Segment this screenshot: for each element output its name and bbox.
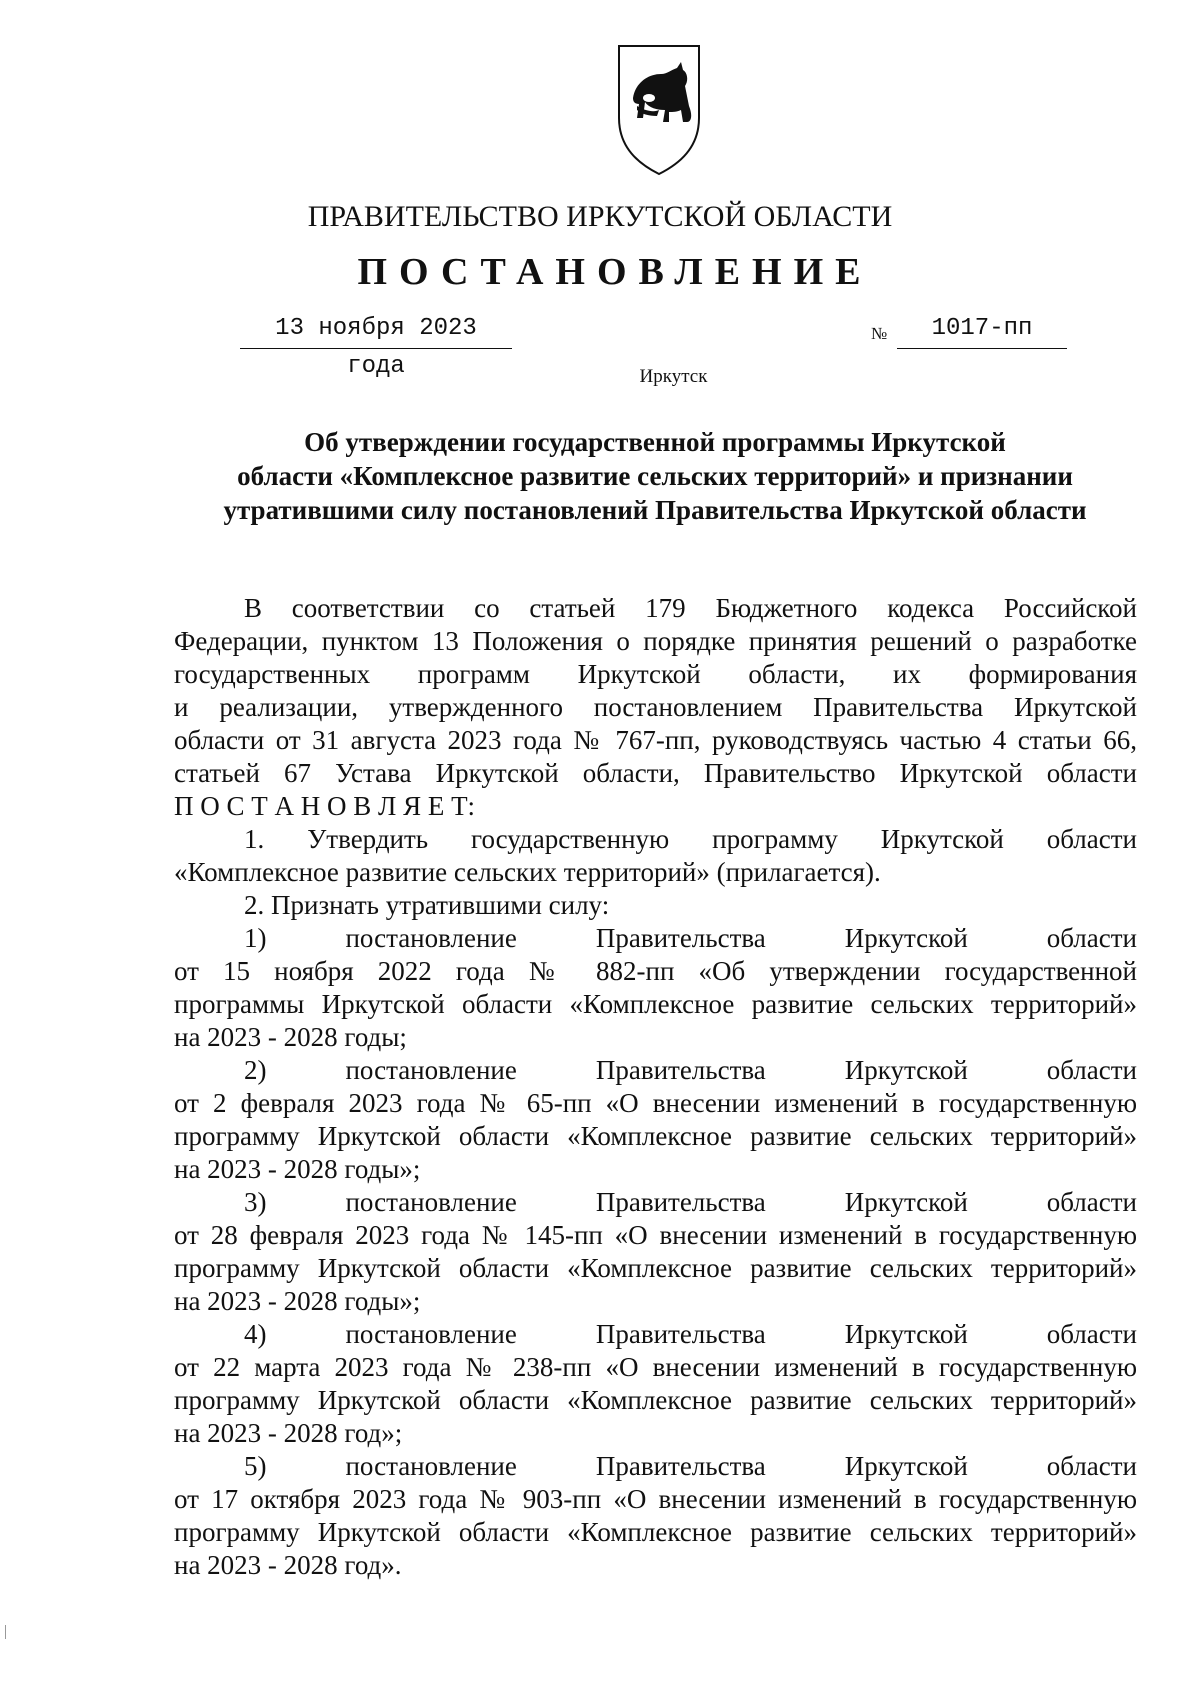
body-line: от 22 марта 2023 года № 238-пп «О внесении изменений в государственную	[174, 1352, 1137, 1382]
body-line: на 2023 - 2028 год»;	[174, 1418, 403, 1448]
body-line: государственных программ Иркутской области, их формирования	[174, 659, 1137, 689]
body-line: 5) постановление Правительства Иркутской области	[244, 1451, 1137, 1481]
heading-line: утратившими силу постановлений Правительства Иркутской области	[223, 495, 1087, 525]
document-city: Иркутск	[639, 366, 708, 387]
body-line: на 2023 - 2028 годы;	[174, 1022, 407, 1052]
body-line: на 2023 - 2028 год».	[174, 1550, 402, 1580]
document-type: ПОСТАНОВЛЕНИЕ	[357, 251, 873, 293]
body-line: П О С Т А Н О В Л Я Е Т:	[174, 791, 476, 821]
body-line: 4) постановление Правительства Иркутской области	[244, 1319, 1137, 1349]
document-body	[174, 592, 1137, 1582]
government-name: ПРАВИТЕЛЬСТВО ИРКУТСКОЙ ОБЛАСТИ	[307, 200, 893, 233]
body-line: статьей 67 Устава Иркутской области, Правительство Иркутской области	[174, 758, 1137, 788]
body-line: области от 31 августа 2023 года № 767-пп, руководствуясь частью 4 статьи 66,	[174, 725, 1137, 755]
body-line: «Комплексное развитие сельских территорий» (прилагается).	[174, 857, 881, 887]
body-line: программу Иркутской области «Комплексное развитие сельских территорий»	[174, 1517, 1137, 1547]
body-line: от 15 ноября 2022 года № 882-пп «Об утверждении государственной	[174, 956, 1137, 986]
body-line: от 2 февраля 2023 года № 65-пп «О внесении изменений в государственную	[174, 1088, 1137, 1118]
heading-line: области «Комплексное развитие сельских территорий» и признании	[237, 461, 1073, 491]
body-line: от 28 февраля 2023 года № 145-пп «О внесении изменений в государственную	[174, 1220, 1137, 1250]
body-line: программу Иркутской области «Комплексное развитие сельских территорий»	[174, 1385, 1137, 1415]
body-line: программы Иркутской области «Комплексное развитие сельских территорий»	[174, 989, 1137, 1019]
body-line: на 2023 - 2028 годы»;	[174, 1286, 421, 1316]
body-line: 3) постановление Правительства Иркутской области	[244, 1187, 1137, 1217]
document-heading	[175, 425, 1135, 527]
scan-edge-mark	[5, 1625, 6, 1639]
body-line: В соответствии со статьей 179 Бюджетного кодекса Российской	[244, 593, 1137, 623]
document-number: 1017-пп	[897, 310, 1067, 349]
body-line: на 2023 - 2028 годы»;	[174, 1154, 421, 1184]
body-line: 2. Признать утратившими силу:	[244, 890, 610, 920]
body-line: программу Иркутской области «Комплексное развитие сельских территорий»	[174, 1121, 1137, 1151]
body-line: 2) постановление Правительства Иркутской области	[244, 1055, 1137, 1085]
body-line: программу Иркутской области «Комплексное развитие сельских территорий»	[174, 1253, 1137, 1283]
body-line: 1. Утвердить государственную программу Иркутской области	[244, 824, 1137, 854]
body-line: и реализации, утвержденного постановлением Правительства Иркутской	[174, 692, 1137, 722]
irkutsk-coat-of-arms-icon	[613, 40, 705, 178]
document-date: 13 ноября 2023 года	[240, 310, 512, 349]
body-line: Федерации, пунктом 13 Положения о порядке принятия решений о разработке	[174, 626, 1137, 656]
heading-line: Об утверждении государственной программы Иркутской	[304, 427, 1006, 457]
body-line: 1) постановление Правительства Иркутской области	[244, 923, 1137, 953]
body-line: от 17 октября 2023 года № 903-пп «О внесении изменений в государственную	[174, 1484, 1137, 1514]
number-sign: №	[871, 324, 888, 343]
